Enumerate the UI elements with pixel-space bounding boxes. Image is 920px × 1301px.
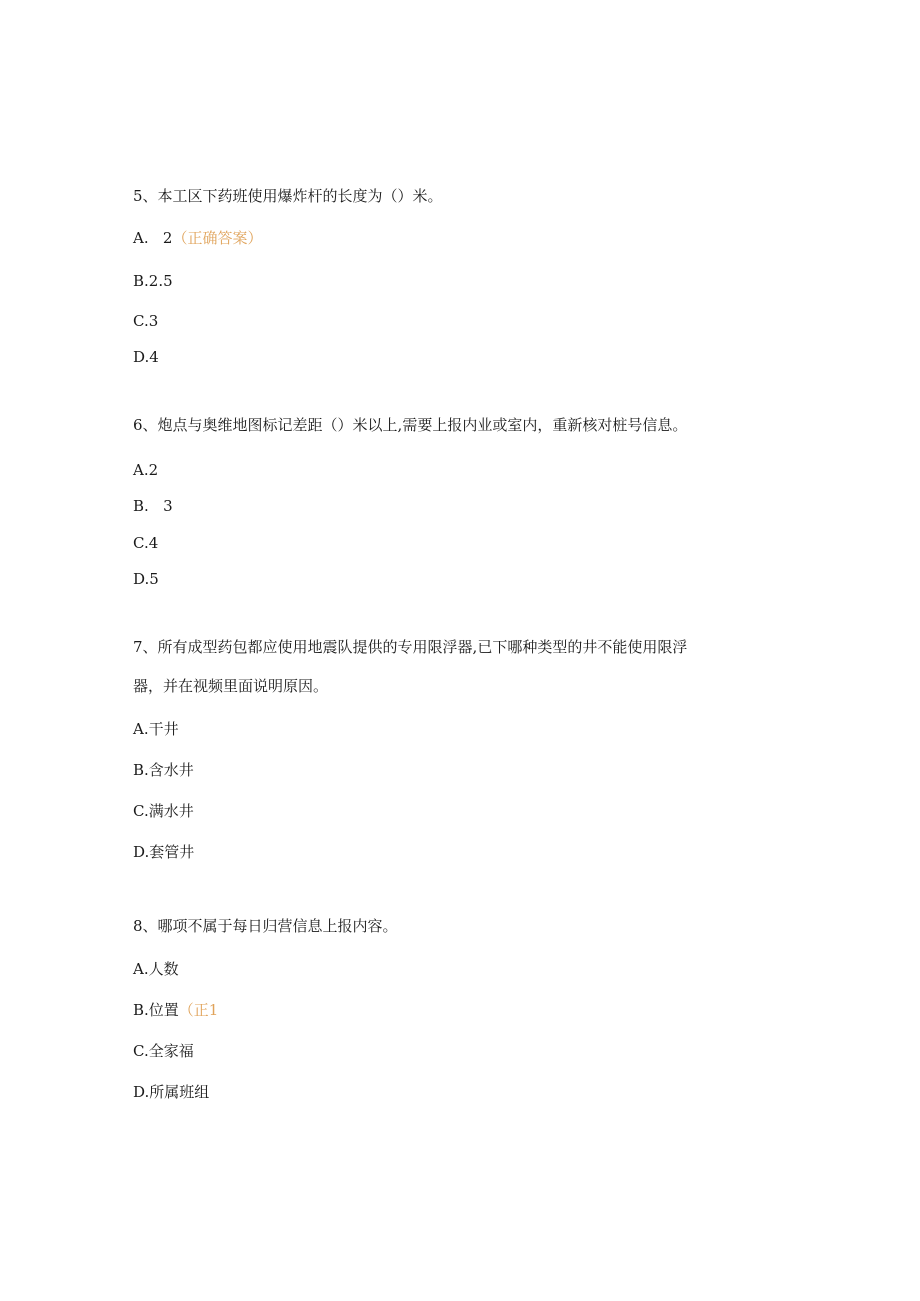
question-8-option-a: A.人数 bbox=[133, 960, 179, 978]
option-text: B.位置 bbox=[133, 1001, 179, 1019]
question-8-stem: 8、哪项不属于每日归营信息上报内容。 bbox=[133, 917, 398, 935]
question-8-option-d: D.所属班组 bbox=[133, 1083, 210, 1101]
question-5-option-d: D.4 bbox=[133, 348, 159, 366]
question-6-option-a: A.2 bbox=[133, 461, 159, 479]
question-5-stem: 5、本工区下药班使用爆炸杆的长度为（）米。 bbox=[133, 187, 443, 205]
question-7-stem-continued: 器，并在视频里面说明原因。 bbox=[133, 677, 329, 695]
question-7-stem: 7、所有成型药包都应使用地震队提供的专用限浮器,已下哪种类型的井不能使用限浮 bbox=[133, 638, 688, 656]
question-6-stem: 6、炮点与奥维地图标记差距（）米以上,需要上报内业或室内，重新核对桩号信息。 bbox=[133, 416, 688, 434]
question-7-option-b: B.含水井 bbox=[133, 761, 194, 779]
question-6-option-b: B. 3 bbox=[133, 497, 173, 515]
question-5-option-c: C.3 bbox=[133, 312, 159, 330]
question-8-option-b bbox=[133, 1000, 218, 1020]
question-7-option-d: D.套管井 bbox=[133, 843, 195, 861]
question-8-option-c: C.全家福 bbox=[133, 1042, 194, 1060]
question-6-option-c: C.4 bbox=[133, 534, 159, 552]
question-7-option-c: C.满水井 bbox=[133, 802, 194, 820]
option-text: A. 2 bbox=[133, 229, 173, 247]
question-5-option-b: B.2.5 bbox=[133, 272, 173, 290]
question-5-option-a bbox=[133, 228, 262, 248]
answer-hint: （正确答案） bbox=[172, 229, 263, 247]
question-7-option-a: A.干井 bbox=[133, 720, 179, 738]
question-6-option-d: D.5 bbox=[133, 570, 159, 588]
answer-hint: （正1 bbox=[178, 1001, 219, 1019]
